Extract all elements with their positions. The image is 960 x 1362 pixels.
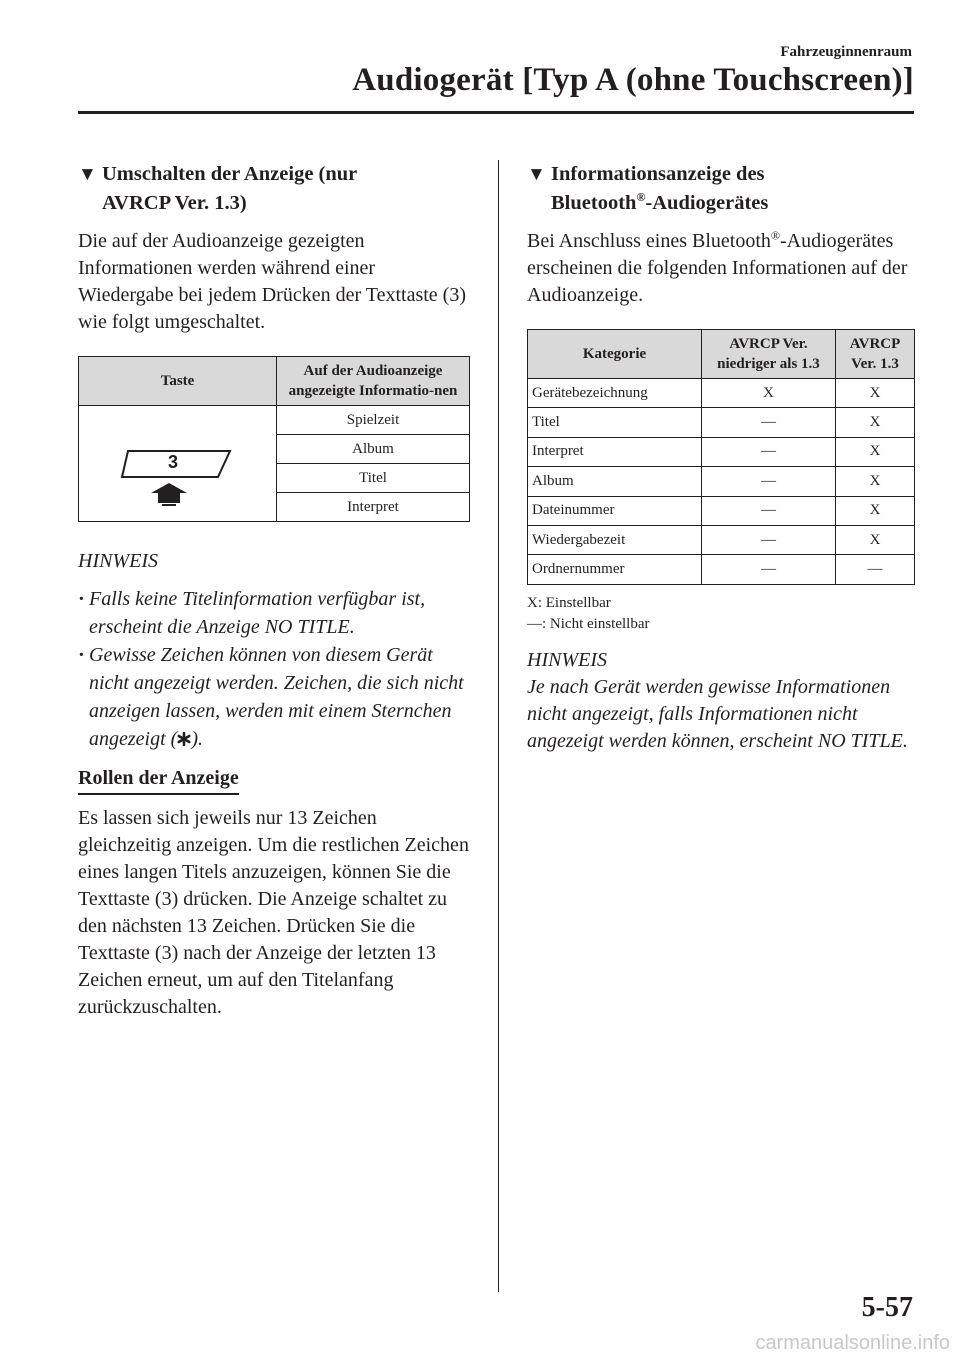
intro-paragraph: Die auf der Audioanzeige gezeigten Informationen werden während einer Wiedergabe bei jedem Drücken der Texttaste (3) wie folgt umgeschaltet. <box>78 230 466 333</box>
table-cell: X <box>836 408 915 437</box>
table-cell: X <box>702 379 836 408</box>
subheading-scroll: Rollen der Anzeige <box>78 765 239 795</box>
table-header-taste: Taste <box>79 357 277 406</box>
table-header: AVRCP Ver. 1.3 <box>836 330 915 379</box>
table-row <box>528 467 915 496</box>
note-text: Je nach Gerät werden gewisse Informationen nicht angezeigt, falls Informationen nicht angezeigt werden können, erscheint NO TITLE. <box>527 675 908 752</box>
table-cell: — <box>702 467 836 496</box>
table-cell: — <box>702 437 836 466</box>
header-rule <box>78 111 914 114</box>
table-cell: Wiedergabezeit <box>528 525 702 554</box>
table-cell: X <box>836 467 915 496</box>
table-cell: — <box>702 555 836 584</box>
intro-paragraph <box>527 228 915 309</box>
heading-line: AVRCP Ver. 1.3) <box>102 192 247 214</box>
text-button-3-icon <box>118 415 238 507</box>
table-cell: X <box>836 379 915 408</box>
table-row <box>528 555 915 584</box>
table-cell: Titel <box>277 464 470 493</box>
intro-text: Bei Anschluss eines Bluetooth <box>527 230 771 252</box>
button-illustration-cell <box>79 406 277 522</box>
scroll-paragraph: Es lassen sich jeweils nur 13 Zeichen gleichzeitig anzeigen. Um die restlichen Zeichen eines langen Titels anzuzeigen, können Sie die Texttaste (3) drücken. Die Anzeige schaltet zu den nächsten 13 Zeichen. Drücken Sie die Texttaste (3) nach der Anzeige der letzten 13 Zeichen erneut, um auf den Titelanfang zurückzuschalten. <box>78 807 469 1018</box>
triangle-down-icon: ▼ <box>527 164 546 185</box>
table-header-info: Auf der Audioanzeige angezeigte Informatio-nen <box>277 357 470 406</box>
table-cell: Dateinummer <box>528 496 702 525</box>
table-row <box>528 408 915 437</box>
right-column <box>527 160 915 755</box>
asterisk-icon <box>177 732 191 746</box>
registered-mark: ® <box>770 228 781 243</box>
note-bullet-text-end: ). <box>191 728 203 750</box>
table-cell: X <box>836 437 915 466</box>
registered-mark: ® <box>636 190 646 205</box>
heading-line: Informationsanzeige des <box>551 163 765 185</box>
table-header: Kategorie <box>528 330 702 379</box>
table-row <box>528 379 915 408</box>
table-cell: Interpret <box>277 493 470 522</box>
display-switch-table <box>78 356 470 522</box>
section-heading-display-switch <box>78 160 470 218</box>
table-cell: Album <box>528 467 702 496</box>
table-cell: X <box>836 496 915 525</box>
table-row <box>528 437 915 466</box>
heading-text: -Audiogerätes <box>645 192 769 214</box>
table-cell: — <box>702 408 836 437</box>
heading-line: Umschalten der Anzeige (nur <box>102 163 358 185</box>
column-divider <box>498 160 499 1292</box>
intro-text: -Audiogerätes erscheinen die folgenden Informationen auf der Audioanzeige. <box>527 230 908 306</box>
note-bullet-list <box>78 585 470 753</box>
note-title: HINWEIS <box>527 648 607 671</box>
table-legend <box>527 593 915 635</box>
table-cell: Spielzeit <box>277 406 470 435</box>
table-cell: Gerätebezeichnung <box>528 379 702 408</box>
table-cell: Ordnernummer <box>528 555 702 584</box>
triangle-down-icon: ▼ <box>78 164 97 185</box>
note-title: HINWEIS <box>78 550 158 572</box>
table-row <box>528 496 915 525</box>
note-bullet-text: Gewisse Zeichen können von diesem Gerät nicht angezeigt werden. Zeichen, die sich nicht anzeigen lassen, werden mit einem Sternchen angezeigt ( <box>89 644 464 750</box>
button-number-label: 3 <box>167 452 178 472</box>
table-row <box>528 525 915 554</box>
left-column <box>78 160 470 1021</box>
note-bullet-item <box>78 641 470 753</box>
table-cell: — <box>702 525 836 554</box>
legend-line: —: Nicht einstellbar <box>527 615 650 632</box>
page-number: 5-57 <box>861 1292 913 1323</box>
section-heading-bluetooth-info <box>527 160 915 218</box>
table-cell: — <box>702 496 836 525</box>
table-cell: Album <box>277 435 470 464</box>
heading-line <box>551 189 915 218</box>
heading-text: Bluetooth <box>551 192 637 214</box>
watermark: carmanualsonline.info <box>755 1332 950 1354</box>
table-cell: — <box>836 555 915 584</box>
legend-line: X: Einstellbar <box>527 594 611 611</box>
table-cell: Titel <box>528 408 702 437</box>
header-section-label: Fahrzeuginnenraum <box>780 44 912 60</box>
page-title: Audiogerät [Typ A (ohne Touchscreen)] <box>352 62 914 98</box>
note-bullet-item: · Falls keine Titelinformation verfügbar ist, erscheint die Anzeige NO TITLE. <box>78 585 470 641</box>
table-header: AVRCP Ver. niedriger als 1.3 <box>702 330 836 379</box>
table-cell: Interpret <box>528 437 702 466</box>
table-cell: X <box>836 525 915 554</box>
bluetooth-info-table <box>527 329 915 585</box>
